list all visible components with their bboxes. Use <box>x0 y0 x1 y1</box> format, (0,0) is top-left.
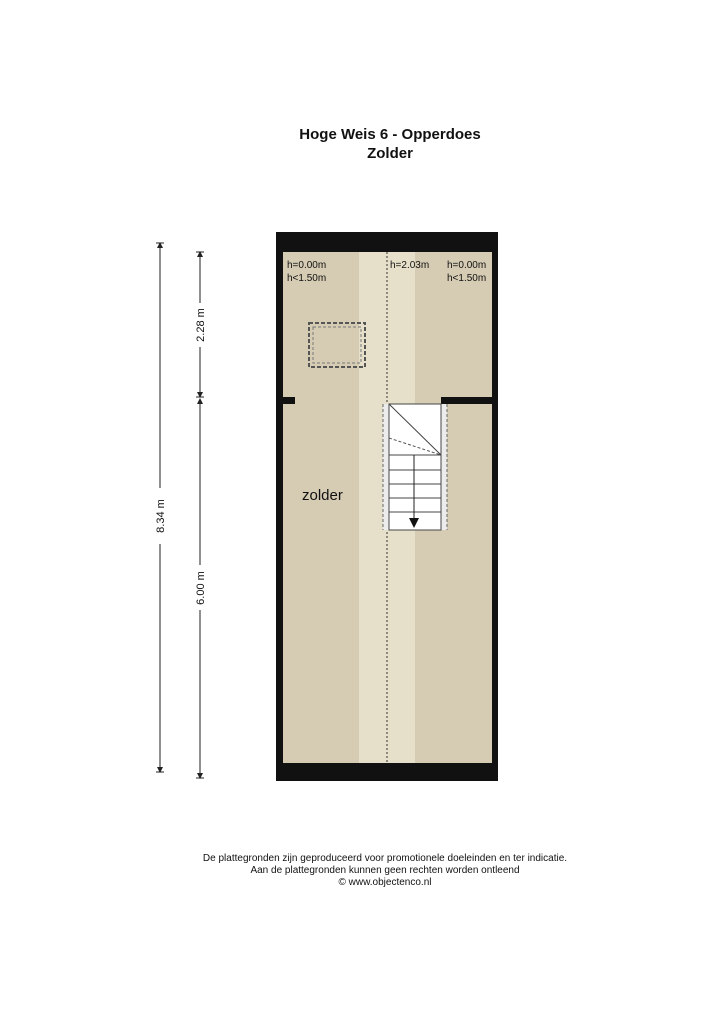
height-label-right: h=0.00m <box>447 260 487 271</box>
dimension-upper-label: 2.28 m <box>195 308 207 342</box>
dimension-lower <box>195 397 207 779</box>
dimension-total <box>155 242 167 773</box>
height-max-label-right: h<1.50m <box>447 273 487 284</box>
partition-wall-left <box>283 397 295 404</box>
dimension-lower-label: 6.00 m <box>195 571 207 605</box>
height-label-center: h=2.03m <box>390 260 430 271</box>
plan-title: Hoge Weis 6 - Opperdoes <box>299 126 481 143</box>
copyright-link[interactable]: © www.objectenco.nl <box>338 877 432 888</box>
partition-wall-right <box>441 397 492 404</box>
floor-name: Zolder <box>367 145 413 162</box>
dimension-upper <box>195 251 207 398</box>
height-label-left: h=0.00m <box>287 260 327 271</box>
disclaimer <box>0 853 720 889</box>
room-label: zolder <box>302 487 343 504</box>
dimension-total-label: 8.34 m <box>155 499 167 533</box>
disclaimer-line-1: De plattegronden zijn geproduceerd voor promotionele doeleinden en ter indicatie. <box>202 853 568 864</box>
staircase <box>383 404 447 530</box>
disclaimer-line-2: Aan de plattegronden kunnen geen rechten worden ontleend <box>250 865 520 876</box>
height-max-label-left: h<1.50m <box>287 273 327 284</box>
